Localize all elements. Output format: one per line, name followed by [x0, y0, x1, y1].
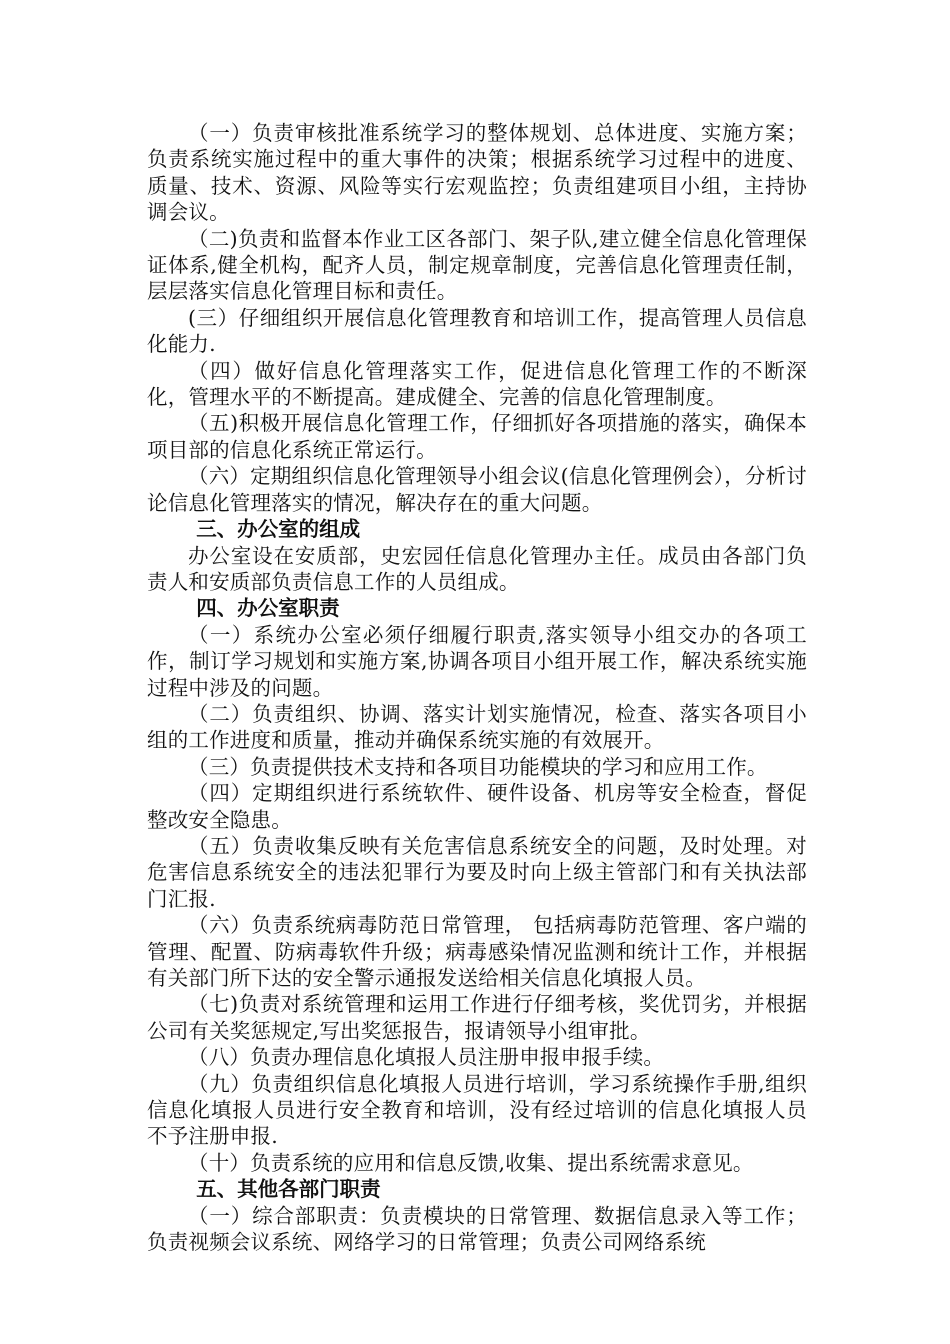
paragraph-5: （五)积极开展信息化管理工作，仔细抓好各项措施的落实，确保本项目部的信息化系统正常运行。 — [147, 411, 807, 462]
paragraph-2: （二)负责和监督本作业工区各部门、架子队,建立健全信息化管理保证体系,健全机构，配齐人员，制定规章制度，完善信息化管理责任制，层层落实信息化管理目标和责任。 — [147, 226, 807, 304]
section-heading-4: 四、办公室职责 — [196, 596, 340, 621]
section-heading-3: 三、办公室的组成 — [196, 517, 361, 542]
paragraph-duty-7: （七)负责对系统管理和运用工作进行仔细考核，奖优罚劣，并根据公司有关奖惩规定,写出奖惩报告，报请领导小组审批。 — [147, 992, 807, 1043]
paragraph-1: （一）负责审核批准系统学习的整体规划、总体进度、实施方案；负责系统实施过程中的重大事件的决策；根据系统学习过程中的进度、质量、技术、资源、风险等实行宏观监控；负责组建项目小组，主持协调会议。 — [147, 121, 807, 225]
paragraph-duty-10: （十）负责系统的应用和信息反馈,收集、提出系统需求意见。 — [188, 1150, 754, 1175]
paragraph-duty-8: （八）负责办理信息化填报人员注册申报申报手续。 — [188, 1045, 665, 1070]
document-body — [147, 120, 807, 1255]
paragraph-duty-6: （六）负责系统病毒防范日常管理， 包括病毒防范管理、客户端的管理、配置、防病毒软件升级；病毒感染情况监测和统计工作，并根据有关部门所下达的安全警示通报发送给相关信息化填报人员。 — [147, 913, 807, 990]
paragraph-4: （四）做好信息化管理落实工作，促进信息化管理工作的不断深化，管理水平的不断提高。建成健全、完善的信息化管理制度。 — [147, 358, 807, 410]
paragraph-6: （六）定期组织信息化管理领导小组会议(信息化管理例会），分析讨论信息化管理落实的情况，解决存在的重大问题。 — [147, 464, 807, 515]
paragraph-office-composition: 办公室设在安质部，史宏园任信息化管理办主任。成员由各部门负责人和安质部负责信息工作的人员组成。 — [147, 543, 807, 594]
paragraph-duty-2: （二）负责组织、协调、落实计划实施情况，检查、落实各项目小组的工作进度和质量，推动并确保系统实施的有效展开。 — [147, 701, 807, 753]
paragraph-duty-1: （一）系统办公室必须仔细履行职责,落实领导小组交办的各项工作，制订学习规划和实施方案,协调各项目小组开展工作，解决系统实施过程中涉及的问题。 — [147, 622, 807, 700]
section-heading-5: 五、其他各部门职责 — [196, 1177, 381, 1202]
paragraph-duty-3: （三）负责提供技术支持和各项目功能模块的学习和应用工作。 — [188, 754, 768, 779]
paragraph-dept-1: （一）综合部职责：负责模块的日常管理、数据信息录入等工作；负责视频会议系统、网络学习的日常管理；负责公司网络系统 — [147, 1203, 807, 1255]
paragraph-duty-9: （九）负责组织信息化填报人员进行培训，学习系统操作手册,组织信息化填报人员进行安全教育和培训，没有经过培训的信息化填报人员不予注册申报. — [147, 1071, 807, 1149]
paragraph-3: (三）仔细组织开展信息化管理教育和培训工作，提高管理人员信息化能力. — [147, 305, 807, 357]
paragraph-duty-5: （五）负责收集反映有关危害信息系统安全的问题，及时处理。对危害信息系统安全的违法犯罪行为要及时向上级主管部门和有关执法部门汇报. — [147, 833, 807, 911]
paragraph-duty-4: （四）定期组织进行系统软件、硬件设备、机房等安全检查，督促整改安全隐患。 — [147, 781, 807, 832]
